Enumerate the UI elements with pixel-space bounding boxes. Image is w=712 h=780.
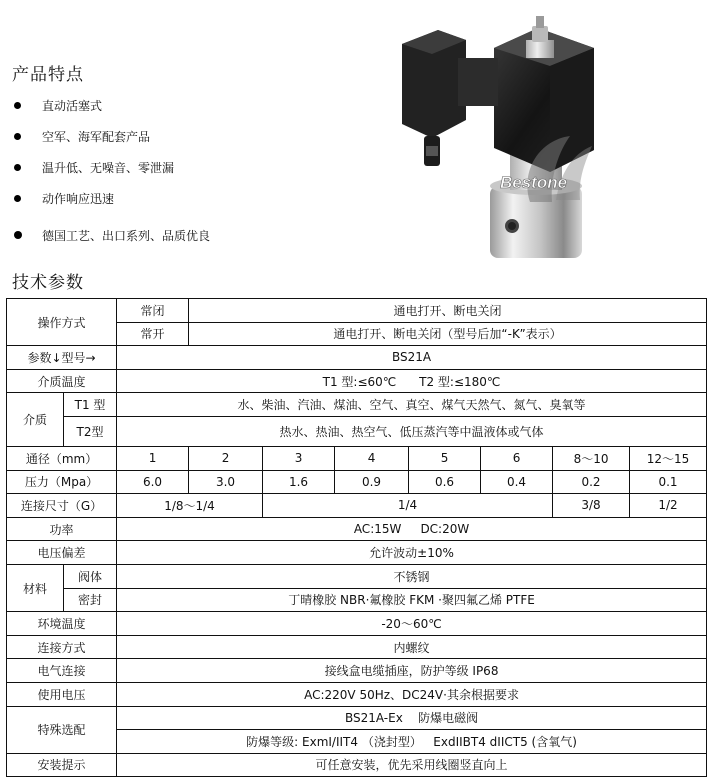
bore-value: 3 [263,446,335,470]
feature-text: 温升低、无噪音、零泄漏 [42,161,175,175]
nc-label: 常闭 [117,299,189,323]
table-row [7,612,707,636]
medium-label: 介质 [7,393,64,447]
bullet-icon [14,102,21,109]
material-seal-label: 密封 [64,588,117,612]
table-row [7,346,707,370]
material-body-label: 阀体 [64,564,117,588]
table-row [7,541,707,565]
electrical-value: 接线盒电缆插座，防护等级 IP68 [117,659,707,683]
model-value: BS21A [117,346,707,370]
table-row [7,369,707,393]
feature-text: 直动活塞式 [42,99,103,113]
table-row [7,494,707,518]
install-label: 安装提示 [7,753,117,777]
bore-value: 4 [335,446,409,470]
medium-temp-label: 介质温度 [7,369,117,393]
connection-size-label: 连接尺寸（G） [7,494,117,518]
material-label: 材料 [7,564,64,611]
spec-table [6,298,707,777]
material-body-value: 不锈钢 [117,564,707,588]
table-row [7,635,707,659]
feature-item [14,127,210,158]
bullet-icon [14,164,21,171]
electrical-label: 电气连接 [7,659,117,683]
specs-title: 技术参数 [12,273,84,293]
voltage-dev-label: 电压偏差 [7,541,117,565]
table-row [7,517,707,541]
bore-value: 6 [481,446,553,470]
pressure-value: 0.4 [481,470,553,494]
pressure-value: 3.0 [189,470,263,494]
special-label: 特殊选配 [7,706,117,753]
pressure-value: 0.2 [553,470,630,494]
connection-type-value: 内螺纹 [117,635,707,659]
bullet-icon [14,195,21,202]
medium-t2-label: T2型 [64,416,117,446]
install-value: 可任意安装，优先采用线圈竖直向上 [117,753,707,777]
connection-size-value: 3/8 [553,494,630,518]
table-row [7,564,707,588]
bullet-icon [14,231,22,239]
pressure-value: 1.6 [263,470,335,494]
supply-voltage-value: AC:220V 50Hz、DC24V·其余根据要求 [117,682,707,706]
table-row [7,393,707,417]
table-row [7,659,707,683]
features-title: 产品特点 [12,65,84,85]
bore-value: 5 [409,446,481,470]
medium-temp-value: T1 型:≤60℃ T2 型:≤180℃ [117,369,707,393]
special-line1: BS21A-Ex 防爆电磁阀 [117,706,707,730]
power-label: 功率 [7,517,117,541]
feature-item [14,189,210,220]
no-value: 通电打开、断电关闭（型号后加“-K”表示） [189,322,707,346]
connection-size-value: 1/4 [263,494,553,518]
ambient-temp-label: 环境温度 [7,612,117,636]
feature-text: 德国工艺、出口系列、品质优良 [42,229,211,243]
power-value: AC:15W DC:20W [117,517,707,541]
material-seal-value: 丁晴橡胶 NBR·氟橡胶 FKM ·聚四氟乙烯 PTFE [117,588,707,612]
table-row [7,446,707,470]
special-line2: 防爆等级: ExmI/IIT4 （浇封型） ExdIIBT4 dIICT5 (含氧气) [117,730,707,754]
voltage-dev-value: 允许波动±10% [117,541,707,565]
pressure-label: 压力（Mpa） [7,470,117,494]
table-row [7,706,707,730]
pressure-value: 6.0 [117,470,189,494]
feature-item [14,158,210,189]
feature-text: 动作响应迅速 [42,192,115,206]
table-row [7,753,707,777]
watermark-text: Bestone [500,173,568,192]
feature-item [14,226,210,257]
feature-text: 空军、海军配套产品 [42,130,151,144]
table-row [7,682,707,706]
no-label: 常开 [117,322,189,346]
nc-value: 通电打开、断电关闭 [189,299,707,323]
bestone-watermark-logo [500,130,600,210]
medium-t1-label: T1 型 [64,393,117,417]
connection-size-value: 1/2 [630,494,707,518]
pressure-value: 0.1 [630,470,707,494]
table-row [7,588,707,612]
bore-label: 通径（mm） [7,446,117,470]
pressure-value: 0.9 [335,470,409,494]
model-label: 参数↓型号→ [7,346,117,370]
operation-label: 操作方式 [7,299,117,346]
medium-t2-value: 热水、热油、热空气、低压蒸汽等中温液体或气体 [117,416,707,446]
ambient-temp-value: -20～60℃ [117,612,707,636]
table-row [7,299,707,323]
bore-value: 8～10 [553,446,630,470]
table-row [7,416,707,446]
supply-voltage-label: 使用电压 [7,682,117,706]
feature-item [14,96,210,127]
bore-value: 12～15 [630,446,707,470]
feature-list [14,96,210,257]
bore-value: 1 [117,446,189,470]
connection-type-label: 连接方式 [7,635,117,659]
bore-value: 2 [189,446,263,470]
table-row [7,470,707,494]
connection-size-value: 1/8～1/4 [117,494,263,518]
medium-t1-value: 水、柴油、汽油、煤油、空气、真空、煤气天然气、氮气、臭氧等 [117,393,707,417]
bullet-icon [14,133,21,140]
pressure-value: 0.6 [409,470,481,494]
